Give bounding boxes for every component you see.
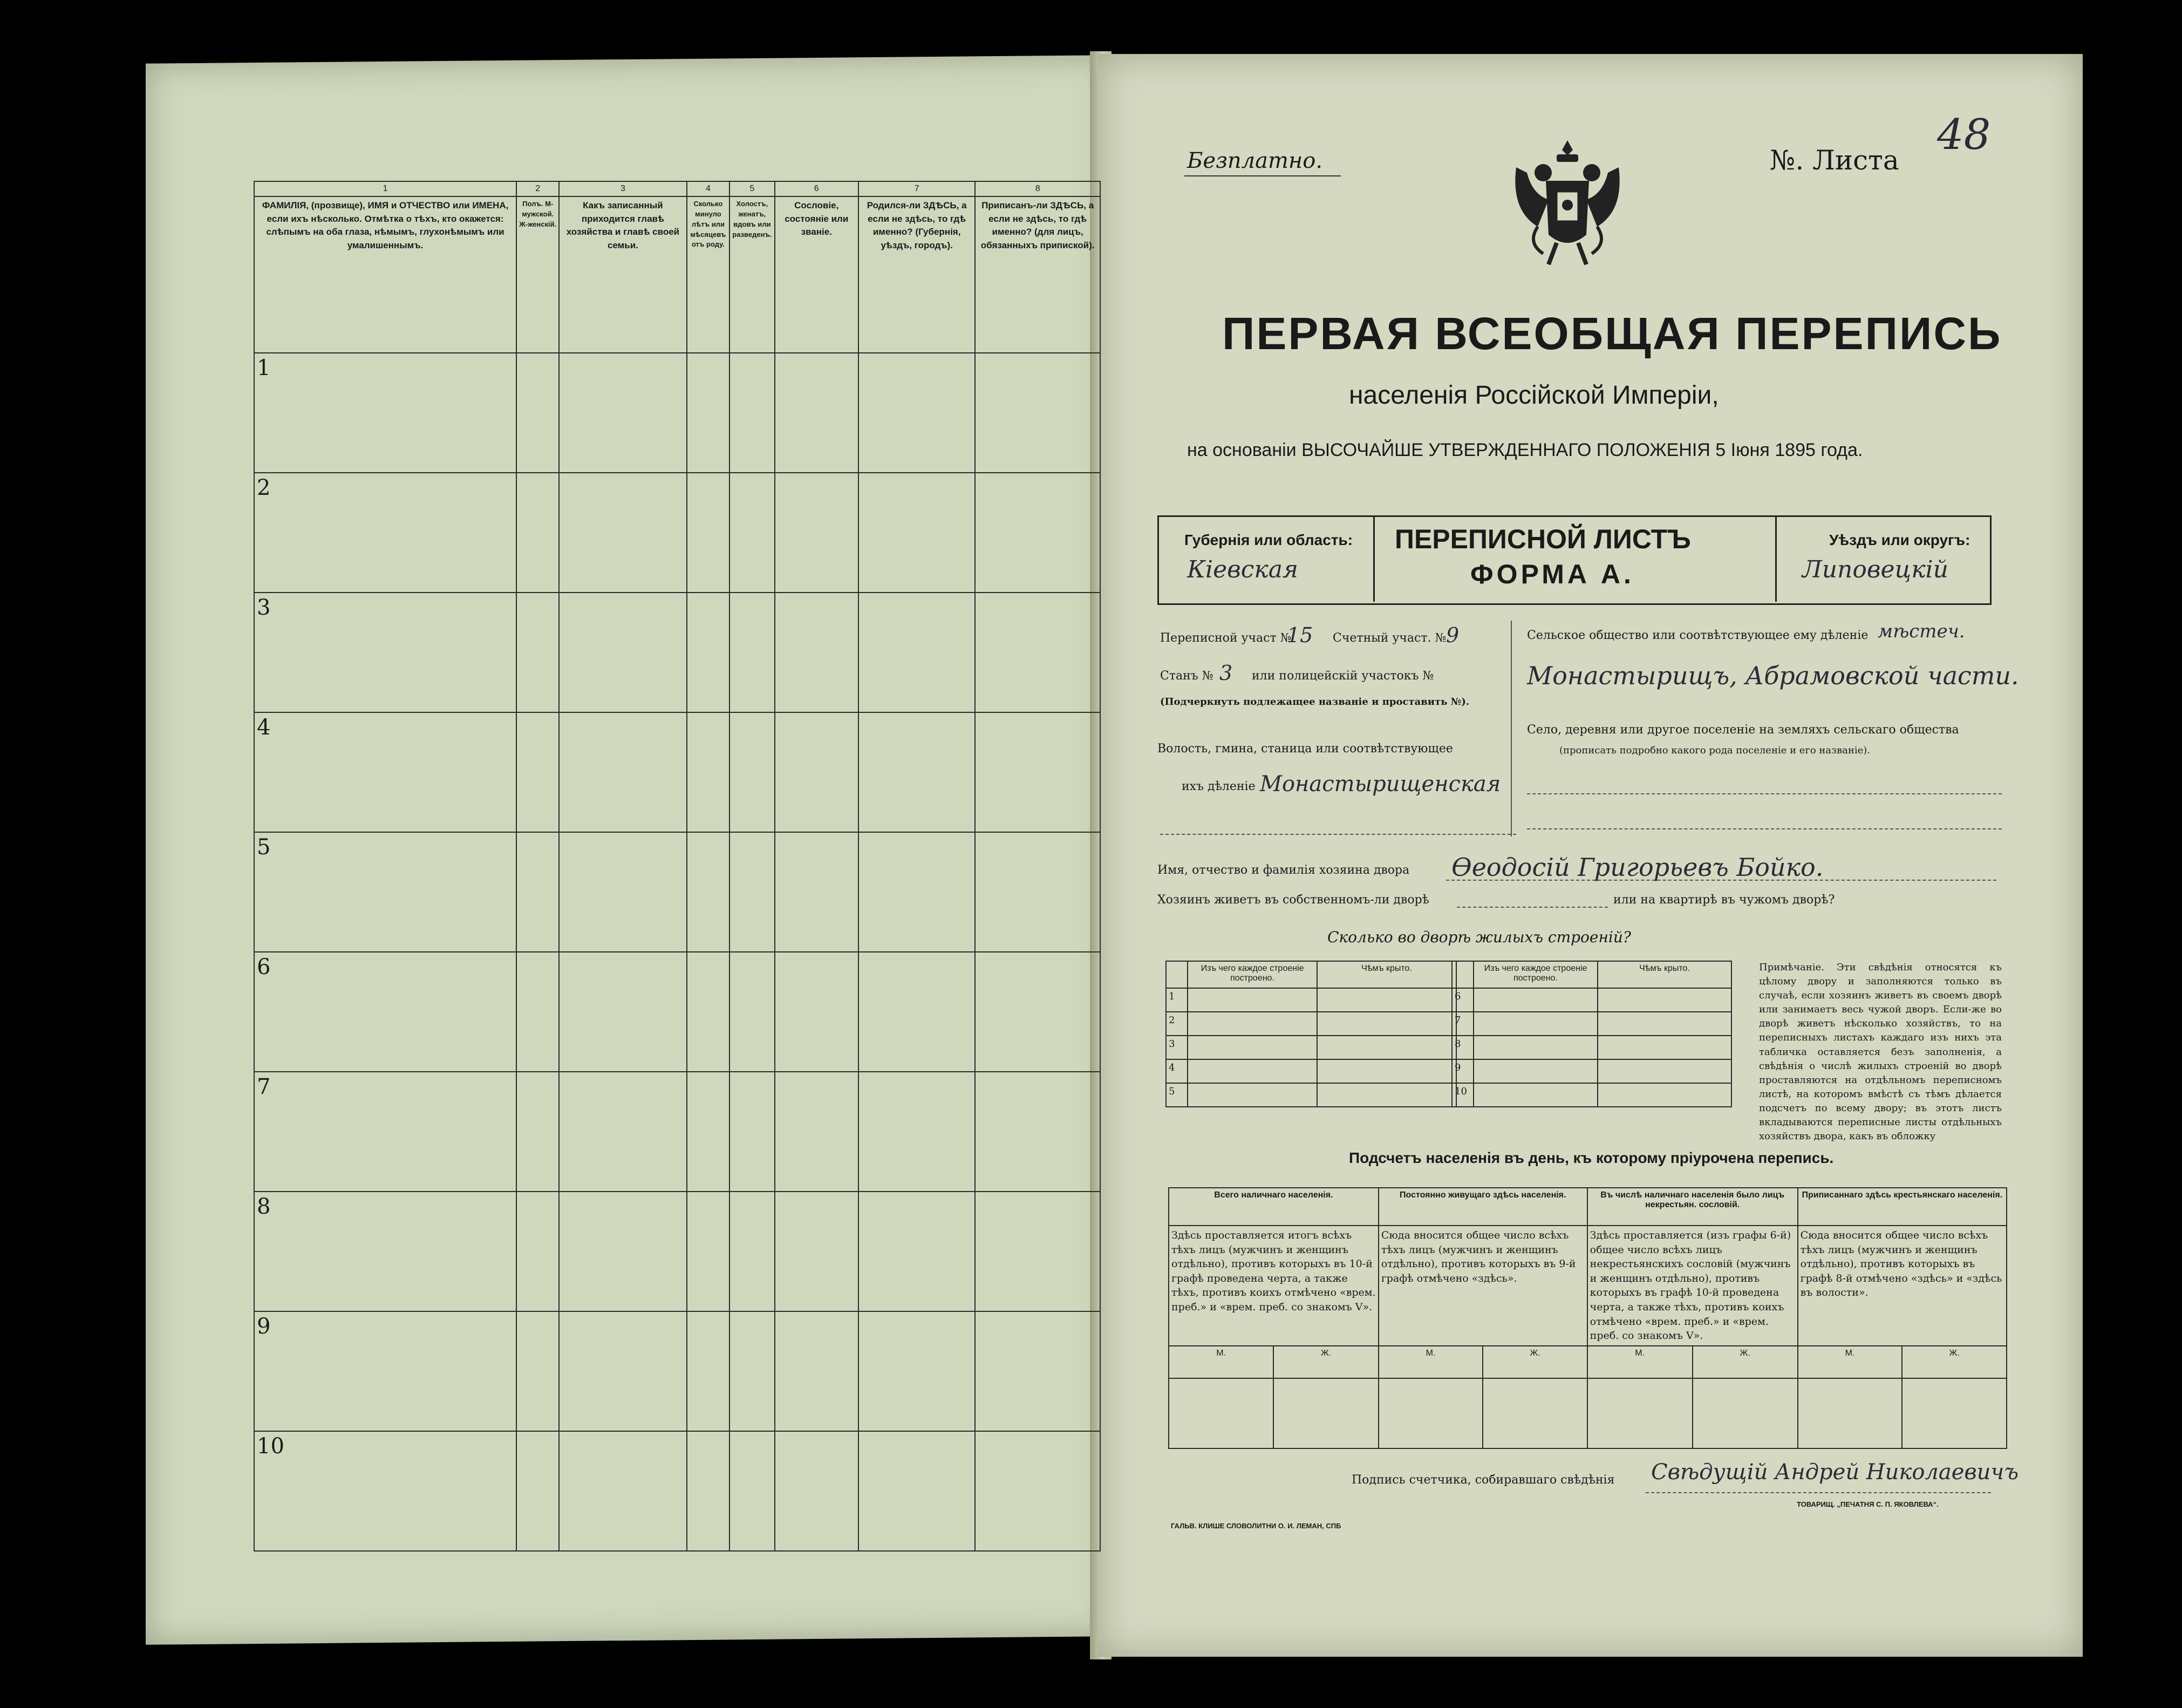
signature-value: Свѣдущій Андрей Николаевичъ [1651, 1460, 2019, 1485]
description-permanent: Сюда вносится общее число всѣхъ тѣхъ лицъ (мужчинъ и женщинъ отдѣльно), противъ которыхъ въ 9-й графѣ отмѣчено «здѣсь». [1379, 1226, 1587, 1346]
col-material: Изъ чего каждое строеніе построено. [1474, 961, 1598, 988]
row-number: 9 [1452, 1059, 1474, 1083]
col-number: 4 [687, 181, 730, 196]
free-label: Безплатно. [1187, 148, 1323, 173]
header-name: ФАМИЛІЯ, (прозвище), ИМЯ и ОТЧЕСТВО или ИМЕНА, если ихъ нѣсколько. Отмѣтка о тѣхъ, кто окажется: слѣпымъ на оба глаза, нѣмымъ, глухонѣмымъ или умалишеннымъ. [254, 196, 516, 353]
residence-label-1: Хозяинъ живетъ въ собственномъ-ли дворѣ [1157, 893, 1429, 907]
row-number: 5 [1166, 1083, 1188, 1107]
owner-value: Ѳеодосій Григорьевъ Бойко. [1451, 853, 1824, 882]
buildings-table-left [1165, 961, 1457, 1107]
col-roof: Чѣмъ крыто. [1317, 961, 1456, 988]
count-title: Подсчетъ населенія въ день, къ которому пріурочена перепись. [1349, 1149, 1834, 1166]
col-number: 3 [559, 181, 686, 196]
population-count-table [1168, 1187, 2007, 1449]
row-number: 10 [254, 1431, 516, 1551]
col-roof: Чѣмъ крыто. [1598, 961, 1731, 988]
volost-label-2: ихъ дѣленіе [1182, 780, 1256, 793]
header-marital: Холостъ, женатъ, вдовъ или разведенъ. [729, 196, 774, 353]
page-title: ПЕРВАЯ ВСЕОБЩАЯ ПЕРЕПИСЬ [1222, 308, 2002, 359]
female-col: Ж. [1693, 1346, 1798, 1378]
village-society-value-1: мѣстеч. [1878, 621, 1965, 642]
col-number: 1 [254, 181, 516, 196]
village-label: Село, деревня или другое поселеніе на земляхъ сельскаго общества [1527, 723, 1959, 737]
male-col: М. [1169, 1346, 1273, 1378]
form-title: ПЕРЕПИСНОЙ ЛИСТЪ [1395, 524, 1691, 554]
row-number: 4 [254, 712, 516, 832]
police-label: или полицейскій участокъ № [1252, 669, 1434, 683]
male-col: М. [1587, 1346, 1693, 1378]
row-number: 6 [254, 952, 516, 1072]
header-relation: Какъ записанный приходится главѣ хозяйства и главѣ своей семьи. [559, 196, 686, 353]
row-number: 8 [254, 1192, 516, 1311]
volost-label: Волость, гмина, станица или соотвѣтствующее [1157, 742, 1453, 756]
residence-label-2: или на квартирѣ въ чужомъ дворѣ? [1613, 893, 1835, 907]
row-number: 4 [1166, 1059, 1188, 1083]
row-number: 2 [1166, 1012, 1188, 1036]
row-number: 7 [254, 1072, 516, 1192]
header-sex: Полъ. М-мужской. Ж-женскій. [516, 196, 559, 353]
header-registered: Приписанъ-ли ЗДѢСЬ, а если не здѣсь, то гдѣ именно? (для лицъ, обязанныхъ припиской). [975, 196, 1100, 353]
col-material: Изъ чего каждое строеніе построено. [1188, 961, 1317, 988]
header-estate: Сословіе, состояніе или званіе. [775, 196, 858, 353]
counting-section-value: 9 [1446, 623, 1460, 647]
stan-label: Станъ № [1160, 669, 1213, 683]
sheet-number-handwritten: 48 [1937, 111, 1991, 159]
village-note: (прописать подробно какого рода поселеніе и его названіе). [1559, 745, 1870, 756]
owner-label: Имя, отчество и фамилія хозяина двора [1157, 863, 1410, 877]
row-number: 7 [1452, 1012, 1474, 1036]
description-total: Здѣсь проставляется итогъ всѣхъ тѣхъ лицъ (мужчинъ и женщинъ отдѣльно), противъ которыхъ въ 10-й графѣ проведена черта, а также тѣхъ, противъ коихъ отмѣчено «врем. преб.» и «врем. преб. со знакомъ V». [1169, 1226, 1379, 1346]
form-letter: ФОРМА А. [1470, 559, 1634, 589]
col-number: 2 [516, 181, 559, 196]
female-col: Ж. [1273, 1346, 1378, 1378]
col-number: 5 [729, 181, 774, 196]
buildings-table-right [1451, 961, 1732, 1107]
row-number: 10 [1452, 1083, 1474, 1107]
buildings-question: Сколько во дворѣ жилыхъ строеній? [1327, 928, 1631, 946]
sheet-number-label: №. Листа [1770, 145, 1899, 176]
row-number: 6 [1452, 988, 1474, 1012]
district-value: Липовецкій [1802, 556, 1948, 583]
row-number: 2 [254, 473, 516, 593]
row-number: 3 [254, 593, 516, 712]
row-number: 3 [1166, 1036, 1188, 1059]
header-age: Сколько минуло лѣтъ или мѣсяцевъ отъ роду. [687, 196, 730, 353]
row-number: 1 [1166, 988, 1188, 1012]
header-non-peasant: Въ числѣ наличнаго населенія было лицъ некрестьян. сословій. [1587, 1188, 1798, 1226]
governorate-label: Губернія или область: [1184, 532, 1353, 548]
signature-label: Подпись счетчика, собиравшаго свѣдѣнія [1352, 1473, 1615, 1487]
header-total: Всего наличнаго населенія. [1169, 1188, 1379, 1226]
female-col: Ж. [1902, 1346, 2007, 1378]
volost-value: Монастырищенская [1260, 772, 1501, 797]
male-col: М. [1379, 1346, 1483, 1378]
description-non-peasant: Здѣсь проставляется (изъ графы 6-й) общее число всѣхъ лицъ некрестьянскихъ сословій (мужчинъ и женщинъ отдѣльно), противъ которыхъ въ графѣ 10-й проведена черта, а также тѣхъ, противъ коихъ отмѣчено «врем. преб.» и «врем. преб. со знакомъ V». [1587, 1226, 1798, 1346]
village-society-label: Сельское общество или соотвѣтствующее ему дѣленіе [1527, 629, 1869, 642]
imperial-eagle-emblem [1505, 135, 1629, 275]
census-section-value: 15 [1287, 623, 1313, 647]
underline-note: (Подчеркнуть подлежащее названіе и проставить №). [1160, 696, 1470, 707]
village-society-value-2: Монастырищъ, Абрамовской части. [1527, 661, 2019, 690]
printer-left: ГАЛЬВ. КЛИШЕ СЛОВОЛИТНИ О. И. ЛЕМАН, СПБ [1171, 1522, 1341, 1530]
row-number: 5 [254, 832, 516, 952]
buildings-note: Примѣчаніе. Эти свѣдѣнія относятся къ цѣлому двору и заполняются только въ случаѣ, если хозяинъ живетъ въ своемъ дворѣ или занимаетъ весь чужой дворъ. Если-же во дворѣ живетъ нѣсколько хозяйствъ, то на переписныхъ листахъ каждаго изъ нихъ эта табличка оставляется безъ заполненія, а свѣдѣнія о числѣ жилыхъ строеній во дворѣ проставляются на отдѣльномъ переписномъ листѣ, на которомъ вмѣстѣ съ тѣмъ дѣлается подсчетъ по всему двору; въ этотъ листъ вкладываются переписные листы отдѣльныхъ хозяйствъ двора, какъ въ обложку [1759, 962, 2002, 1142]
printer-right: ТОВАРИЩ. „ПЕЧАТНЯ С. П. ЯКОВЛЕВА“. [1797, 1500, 1939, 1508]
header-registered-peasant: Приписаннаго здѣсь крестьянскаго населенія. [1798, 1188, 2007, 1226]
counting-section-label: Счетный участ. № [1333, 631, 1447, 645]
description-registered-peasant: Сюда вносится общее число всѣхъ тѣхъ лицъ (мужчинъ и женщинъ отдѣльно), противъ которыхъ въ графѣ 8-й отмѣчено «здѣсь» и «здѣсь въ волости». [1798, 1226, 2007, 1346]
census-entries-table [254, 181, 1101, 1552]
row-number: 8 [1452, 1036, 1474, 1059]
col-number: 6 [775, 181, 858, 196]
header-permanent: Постоянно живущаго здѣсь населенія. [1379, 1188, 1587, 1226]
row-number: 9 [254, 1311, 516, 1431]
header-birthplace: Родился-ли ЗДѢСЬ, а если не здѣсь, то гдѣ именно? (Губернія, уѣздъ, городъ). [858, 196, 975, 353]
census-section-label: Переписной участ № [1160, 631, 1292, 645]
basis-line: на основаніи ВЫСОЧАЙШЕ УТВЕРЖДЕННАГО ПОЛОЖЕНІЯ 5 Іюня 1895 года. [1187, 440, 1863, 460]
col-number: 7 [858, 181, 975, 196]
male-col: М. [1798, 1346, 1903, 1378]
district-label: Уѣздъ или округъ: [1829, 532, 1970, 548]
governorate-value: Кіевская [1187, 556, 1299, 583]
stan-value: 3 [1219, 661, 1233, 685]
page-subtitle: населенія Россійской Имперіи, [1349, 381, 1719, 410]
col-number: 8 [975, 181, 1100, 196]
female-col: Ж. [1483, 1346, 1587, 1378]
row-number: 1 [254, 353, 516, 473]
